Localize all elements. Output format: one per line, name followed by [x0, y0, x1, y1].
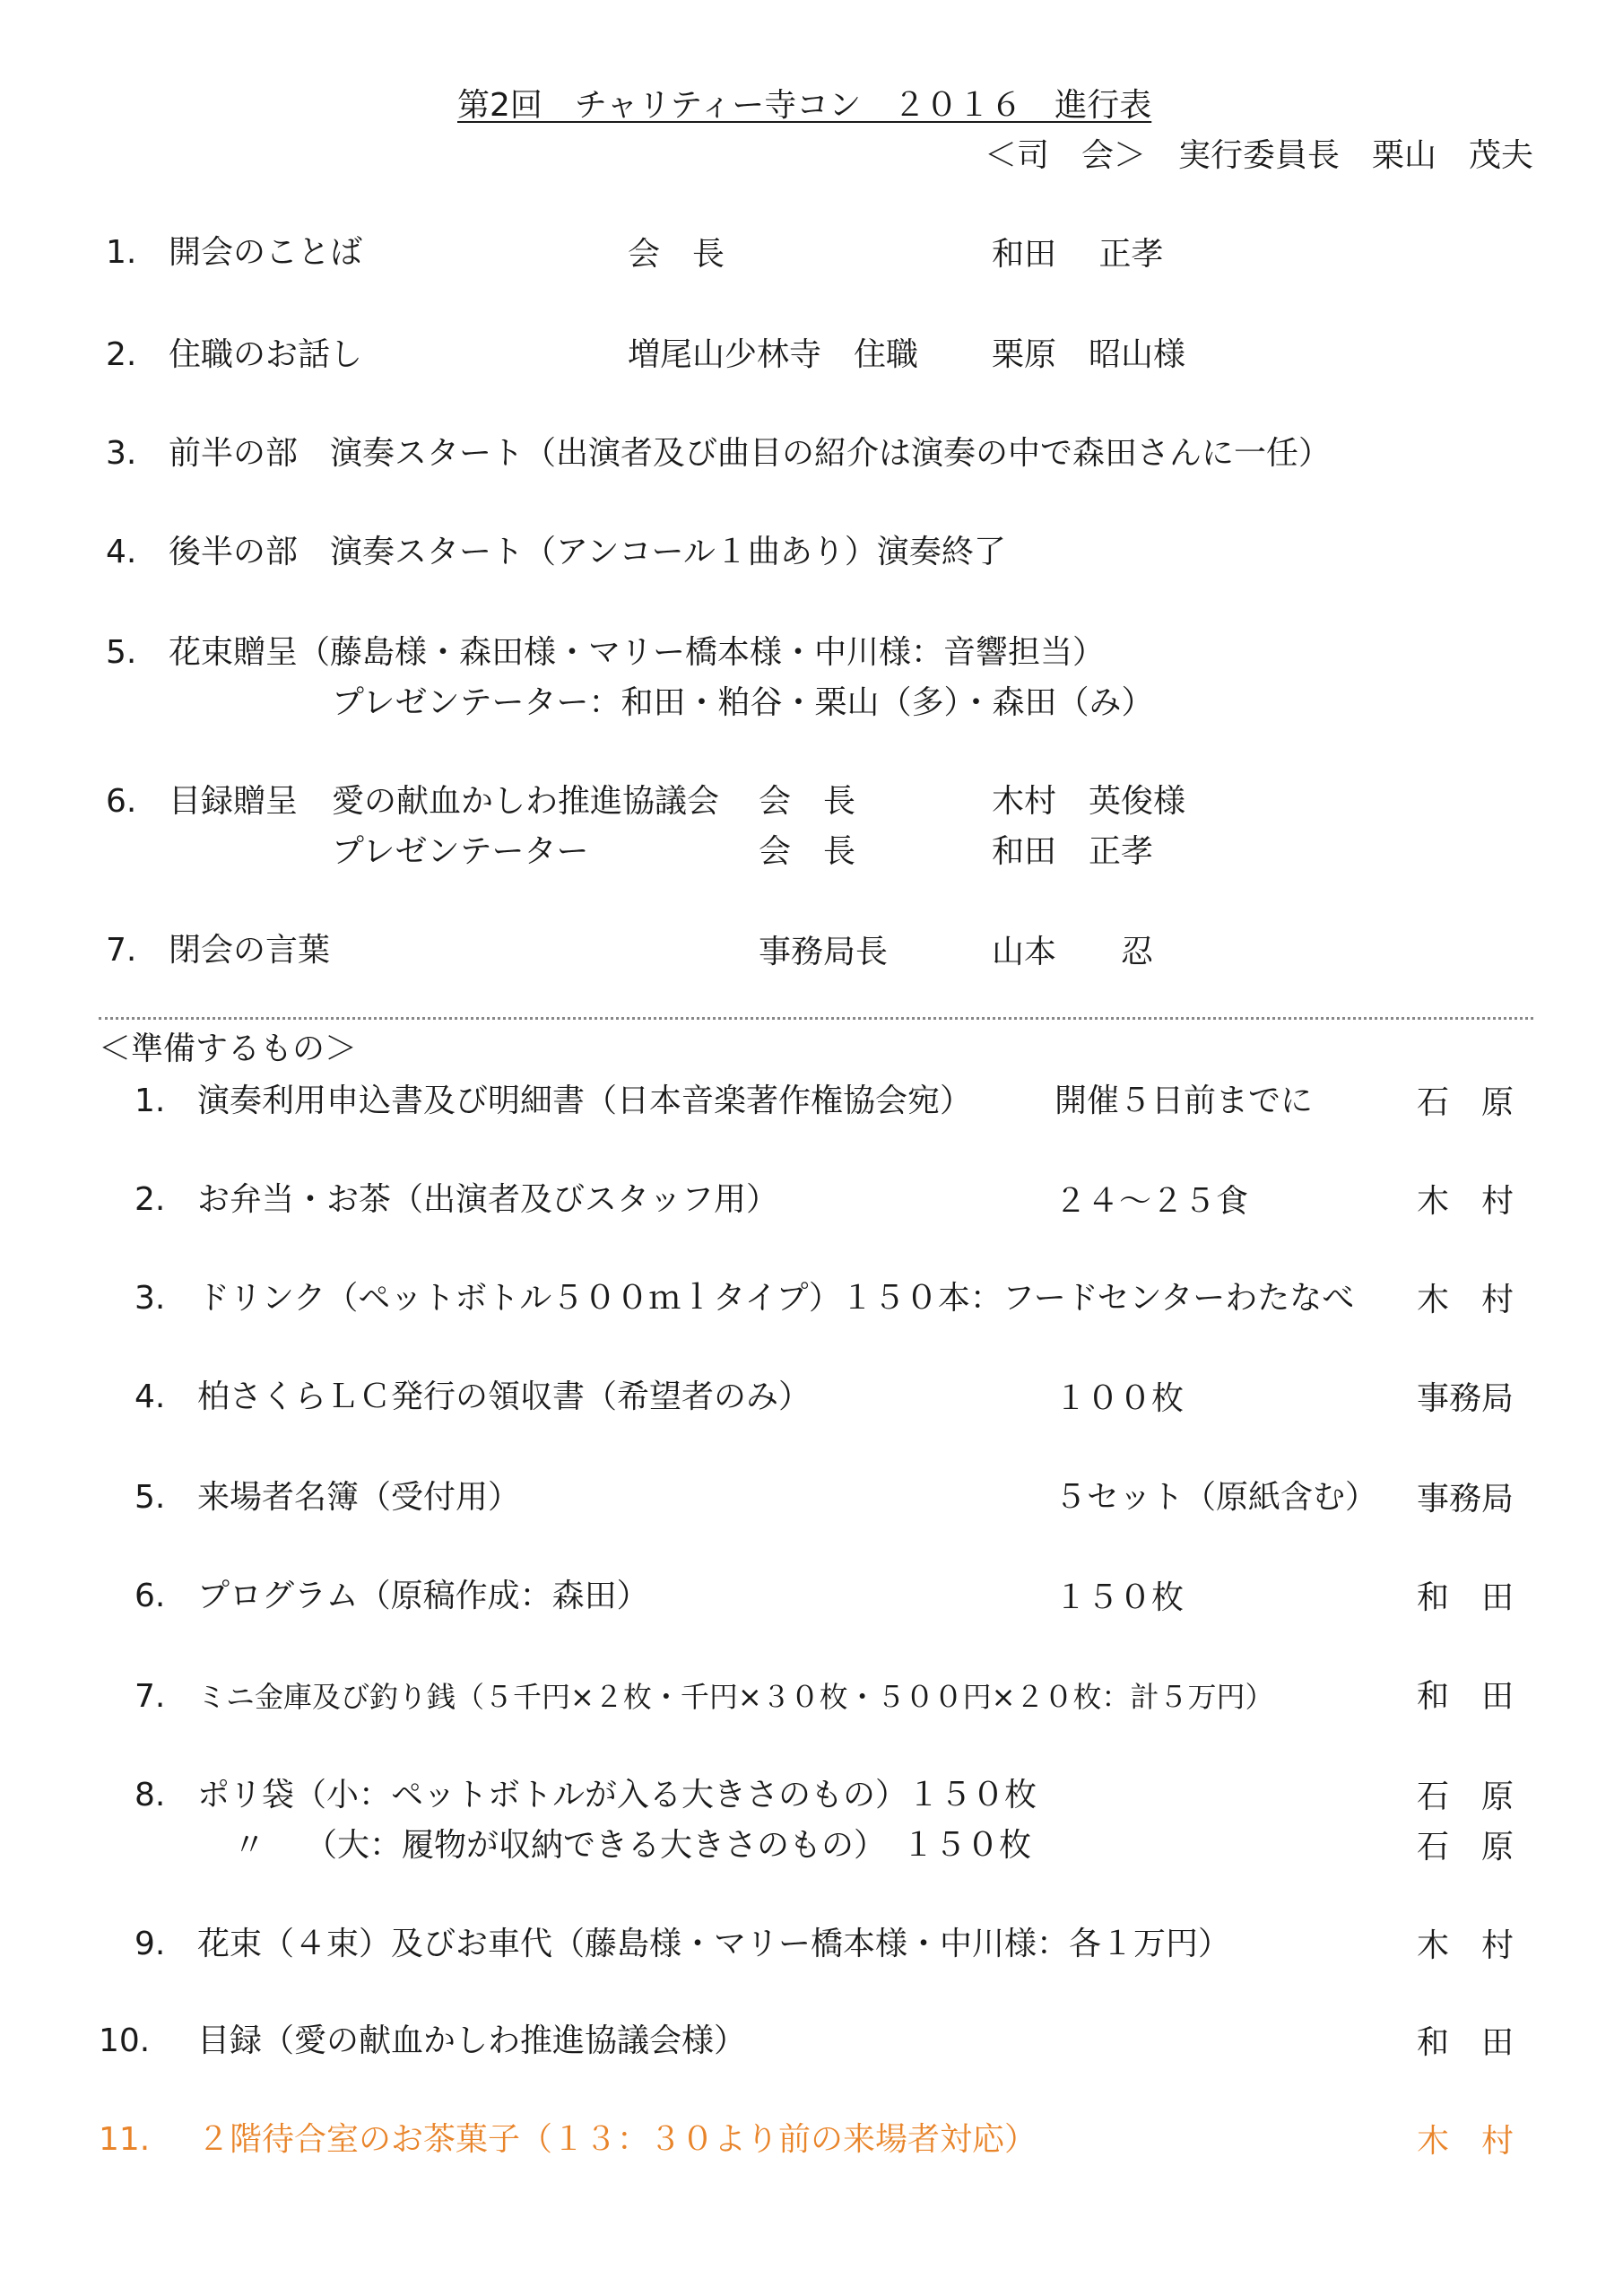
prep-label: ポリ袋（小：ペットボトルが入る大きさのもの）１５０枚: [197, 1777, 1037, 1813]
program-role: 事務局長: [759, 934, 889, 970]
prep-detail: ２４～２５食: [1055, 1183, 1249, 1220]
program-label: 開会のことば: [169, 234, 363, 271]
prep-person: 木 村: [1417, 1282, 1515, 1318]
prep-num: 2.: [135, 1181, 166, 1218]
prep-num: 6.: [135, 1578, 166, 1614]
prep-label: 演奏利用申込書及び明細書（日本音楽著作権協会宛）: [197, 1083, 973, 1119]
prep-num: 4.: [135, 1378, 166, 1415]
prep-person: 事務局: [1417, 1481, 1515, 1518]
program-label: 閉会の言葉: [169, 932, 331, 969]
prep-num: 1.: [135, 1083, 166, 1119]
prep-label: ドリンク（ペットボトル５００ｍｌタイプ）１５０本：フードセンターわたなべ: [197, 1280, 1355, 1317]
program-role: 増尾山少林寺 住職: [628, 336, 919, 373]
program-label: 花束贈呈（藤島様・森田様・マリー橋本様・中川様：音響担当）: [169, 634, 1106, 671]
ditto-mark: 〃: [233, 1827, 266, 1864]
prep-person-highlight: 木 村: [1417, 2123, 1515, 2160]
prep-detail: ５セット（原紙含む）: [1055, 1479, 1378, 1516]
program-num: 6.: [106, 783, 137, 820]
prep-person: 石 原: [1417, 1084, 1515, 1121]
program-name: 山本 忍: [992, 934, 1154, 970]
document-title: 第2回 チャリティー寺コン ２０１６ 進行表: [457, 87, 1152, 124]
prep-person: 木 村: [1417, 1927, 1515, 1964]
program-sub: プレゼンテーター：和田・粕谷・栗山（多）・森田（み）: [332, 684, 1154, 721]
prep-person: 事務局: [1417, 1380, 1515, 1417]
prep-label: 目録（愛の献血かしわ推進協議会様）: [197, 2022, 747, 2059]
prep-label: 柏さくらＬＣ発行の領収書（希望者のみ）: [197, 1378, 812, 1415]
prep-num: 9.: [135, 1926, 166, 1962]
program-num: 3.: [106, 435, 137, 472]
program-sub-name: 和田 正孝: [992, 833, 1154, 870]
program-num: 4.: [106, 534, 137, 570]
program-num: 1.: [106, 234, 137, 271]
prep-detail: １００枚: [1055, 1380, 1185, 1417]
program-role: 会 長: [628, 236, 725, 273]
prep-num: 3.: [135, 1280, 166, 1317]
section-divider: [99, 1017, 1533, 1020]
program-num: 7.: [106, 932, 137, 969]
prep-label: お弁当・お茶（出演者及びスタッフ用）: [197, 1181, 779, 1218]
prep-num: 5.: [135, 1479, 166, 1516]
prep-detail: 開催５日前までに: [1055, 1083, 1314, 1119]
prep-num: 8.: [135, 1777, 166, 1813]
program-name: 栗原 昭山様: [992, 336, 1186, 373]
program-label: 住職のお話し: [169, 336, 363, 373]
program-label: 前半の部 演奏スタート（出演者及び曲目の紹介は演奏の中で森田さんに一任）: [169, 435, 1332, 472]
prep-label: 来場者名簿（受付用）: [197, 1479, 521, 1516]
program-name: 和田 正孝: [992, 236, 1164, 273]
prep-detail: １５０枚: [1055, 1579, 1185, 1616]
prep-heading: ＜準備するもの＞: [99, 1031, 358, 1067]
prep-sub-person: 石 原: [1417, 1829, 1515, 1866]
program-num: 2.: [106, 336, 137, 373]
program-num: 5.: [106, 634, 137, 671]
program-org: 愛の献血かしわ推進協議会: [332, 783, 720, 820]
program-label: 後半の部 演奏スタート（アンコール１曲あり）演奏終了: [169, 534, 1006, 570]
prep-person: 和 田: [1417, 1579, 1515, 1616]
program-role: 会 長: [759, 783, 856, 820]
prep-num: 7.: [135, 1678, 166, 1715]
prep-label: 花束（４束）及びお車代（藤島様・マリー橋本様・中川様：各１万円）: [197, 1926, 1231, 1962]
program-name: 木村 英俊様: [992, 783, 1186, 820]
prep-num: 10.: [99, 2022, 151, 2059]
prep-label: ミニ金庫及び釣り銭（５千円×２枚・千円×３０枚・５００円×２０枚：計５万円）: [197, 1680, 1274, 1714]
program-label: 目録贈呈: [169, 783, 299, 820]
prep-sub: （大：履物が収納できる大きさのもの） １５０枚: [305, 1827, 1032, 1864]
program-sub-role: 会 長: [759, 833, 856, 870]
prep-person: 木 村: [1417, 1183, 1515, 1220]
prep-person: 石 原: [1417, 1779, 1515, 1815]
mc-line: ＜司 会＞ 実行委員長 栗山 茂夫: [984, 137, 1533, 174]
prep-person: 和 田: [1417, 2024, 1515, 2061]
prep-person: 和 田: [1417, 1678, 1515, 1715]
prep-label-highlight: ２階待合室のお茶菓子（１３：３０より前の来場者対応）: [197, 2121, 1037, 2158]
program-sub: プレゼンテーター: [332, 833, 589, 870]
prep-num-highlight: 11.: [99, 2121, 151, 2158]
prep-label: プログラム（原稿作成：森田）: [197, 1578, 649, 1614]
